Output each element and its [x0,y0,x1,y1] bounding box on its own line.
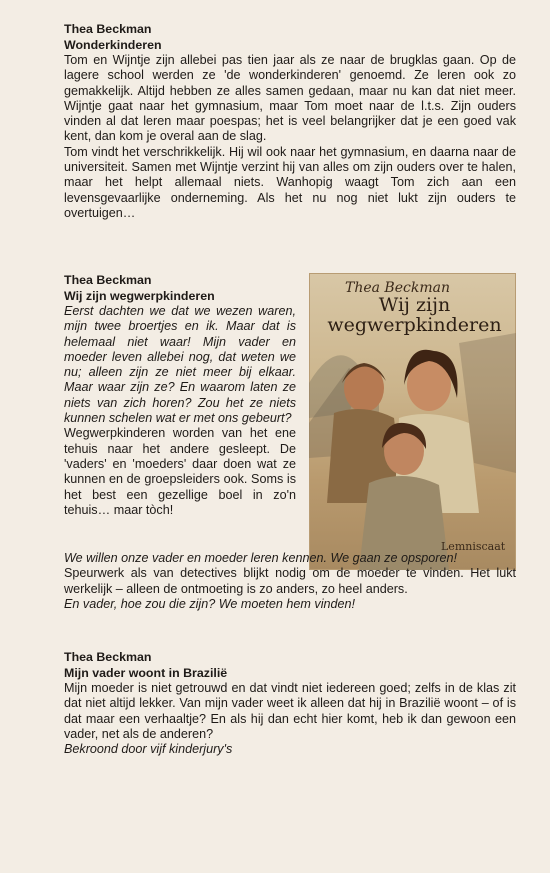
book-description: Mijn moeder is niet getrouwd en dat vindt niet iedereen goed; zelfs in de klas zit dat niet altijd lekker. Van mijn vader weet ik alleen dat hij in Brazilië woont – of is dat maar een verhaaltje? En als hij dan echt hier komt, heb ik dan gewoon een vader, net als de anderen? [64,681,516,741]
book-quote: Eerst dachten we dat we wezen waren, mijn twee broertjes en ik. Maar dat is helemaal niet waar! Mijn vader en moeder leven allebei nog, dat weten we nu; alleen zijn ze niet meer bij elkaar. Maar waar zijn ze? En waarom laten ze niets van zich horen? Zou het ze niets kunnen schelen wat er met ons gebeurt? [64,304,296,426]
book-author: Thea Beckman [64,273,152,287]
book-title: Wonderkinderen [64,37,162,52]
book-description-2: Tom vindt het verschrikkelijk. Hij wil ook naar het gymnasium, en daarna naar de universiteit. Samen met Wijntje verzint hij van alles om zijn ouders over te halen, maar het helpt allemaal niets. Wanhopig waagt Tom zich aan een levensgevaarlijke onderneming. Als het nu nog niet lukt zijn ouders te overtuigen… [64,144,516,220]
book-quote-2: We willen onze vader en moeder leren kennen. We gaan ze opsporen! [64,551,457,565]
book-cover-image [309,273,516,570]
book-award: Bekroond door vijf kinderjury's [64,742,233,757]
book-author: Thea Beckman [64,22,152,36]
book-entry-wegwerpkinderen [64,273,516,611]
book-description: Tom en Wijntje zijn allebei pas tien jaar als ze naar de brugklas gaan. Op de lagere school werden ze 'de wonderkinderen' genoemd. Ze leren ook zo gemakkelijk. Altijd hebben ze alles samen gedaan, maar nu kan dat niet meer. Wijntje gaat naar het gymnasium, maar Tom moet naar de l.t.s. Zijn ouders vinden al dat leren maar poespas; het is veel belangrijker dat je een goed vak kent, dan kom je overal aan de slag. [64,53,516,144]
cover-author: Thea Beckman [345,280,450,296]
cover-title: Wij zijn wegwerpkinderen [327,294,502,336]
book-title: Wij zijn wegwerpkinderen [64,288,215,303]
book-description: Wegwerpkinderen worden van het ene tehuis naar het andere gesleept. De 'vaders' en 'moeders' daar doen wat ze kunnen en de groepsleiders ook. Soms is het best een gezellige boel in zo'n tehuis… maar tòch! [64,426,296,517]
book-entry-wonderkinderen [64,22,516,221]
book-title: Mijn vader woont in Brazilië [64,665,228,680]
book-quote-3: En vader, hoe zou die zijn? We moeten hem vinden! [64,596,356,611]
book-entry-mijn-vader-woont-in-brazilie [64,650,516,757]
book-description-2: Speurwerk als van detectives blijkt nodig om de moeder te vinden. Het lukt werkelijk – alleen de ontmoeting is zo anders, zo heel anders. [64,566,516,596]
cover-publisher: Lemniscaat [441,540,506,553]
book-author: Thea Beckman [64,650,152,664]
